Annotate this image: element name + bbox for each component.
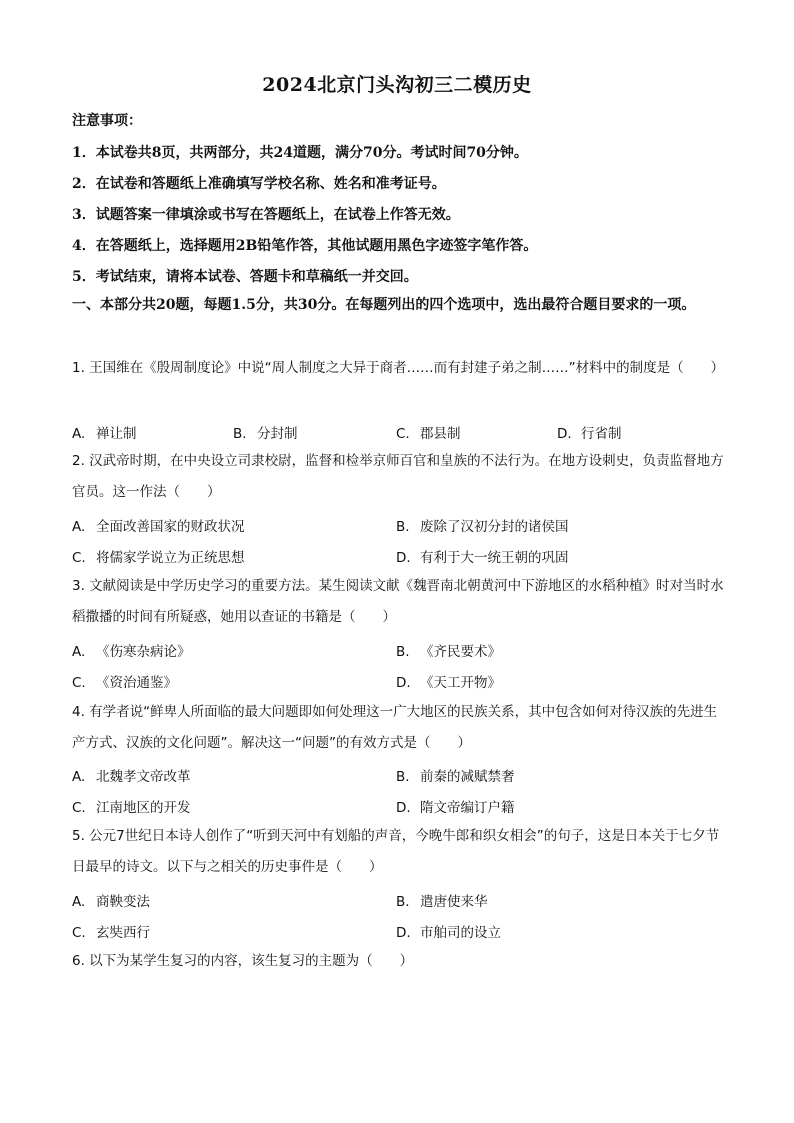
option-b[interactable]: B. 《齐民要术》: [396, 644, 501, 660]
option-d[interactable]: D. 隋文帝编订户籍: [396, 800, 515, 816]
option-c[interactable]: C. 郡县制: [396, 426, 461, 442]
option-d[interactable]: D. 《天工开物》: [396, 675, 501, 691]
notice-item: 2．在试卷和答题纸上准确填写学校名称、姓名和准考证号。: [72, 176, 446, 192]
option-d[interactable]: D. 有利于大一统王朝的巩固: [396, 550, 569, 566]
question-stem: 2. 汉武帝时期，在中央设立司隶校尉，监督和检举京师百官和皇族的不法行为。在地方设刺史，负责监督地方官员。这一作法（ ）: [72, 453, 724, 500]
option-a[interactable]: A. 全面改善国家的财政状况: [72, 519, 245, 535]
notice-item: 4．在答题纸上，选择题用2B铅笔作答，其他试题用黑色字迹签字笔作答。: [72, 238, 538, 254]
question-stem: 3. 文献阅读是中学历史学习的重要方法。某生阅读文献《魏晋南北朝黄河中下游地区的水稻种植》时对当时水稻撒播的时间有所疑惑，她用以查证的书籍是（ ）: [72, 578, 724, 625]
option-a[interactable]: A. 禅让制: [72, 426, 137, 442]
option-b[interactable]: B. 分封制: [233, 426, 298, 442]
question-stem: 5. 公元7世纪日本诗人创作了“听到天河中有划船的声音，今晚牛郎和织女相会”的句子，这是日本关于七夕节日最早的诗文。以下与之相关的历史事件是（ ）: [72, 828, 720, 875]
option-c[interactable]: C. 江南地区的开发: [72, 800, 191, 816]
page-title: 2024北京门头沟初三二模历史: [262, 74, 532, 96]
section-heading: 一、本部分共20题，每题1.5分，共30分。在每题列出的四个选项中，选出最符合题目要求的一项。: [72, 297, 696, 313]
notice-item: 1．本试卷共8页，共两部分，共24道题，满分70分。考试时间70分钟。: [72, 145, 528, 161]
question-stem: 4. 有学者说“鲜卑人所面临的最大问题即如何处理这一广大地区的民族关系，其中包含如何对待汉族的先进生产方式、汉族的文化问题”。解决这一“问题”的有效方式是（ ）: [72, 704, 718, 751]
option-c[interactable]: C. 玄奘西行: [72, 925, 150, 941]
option-b[interactable]: B. 废除了汉初分封的诸侯国: [396, 519, 569, 535]
option-c[interactable]: C. 《资治通鉴》: [72, 675, 177, 691]
notice-item: 5．考试结束，请将本试卷、答题卡和草稿纸一并交回。: [72, 269, 418, 285]
option-b[interactable]: B. 遣唐使来华: [396, 894, 488, 910]
question-stem: 6. 以下为某学生复习的内容，该生复习的主题为（ ）: [72, 953, 414, 969]
option-a[interactable]: A. 《伤寒杂病论》: [72, 644, 191, 660]
notice-heading: 注意事项：: [72, 113, 142, 129]
option-a[interactable]: A. 北魏孝文帝改革: [72, 769, 191, 785]
notice-item: 3．试题答案一律填涂或书写在答题纸上，在试卷上作答无效。: [72, 207, 460, 223]
question-stem: 1. 王国维在《殷周制度论》中说“周人制度之大异于商者……而有封建子弟之制……”材料中的制度是（ ）: [72, 360, 725, 376]
option-c[interactable]: C. 将儒家学说立为正统思想: [72, 550, 245, 566]
option-b[interactable]: B. 前秦的减赋禁奢: [396, 769, 515, 785]
option-a[interactable]: A. 商鞅变法: [72, 894, 150, 910]
option-d[interactable]: D. 市舶司的设立: [396, 925, 501, 941]
option-d[interactable]: D. 行省制: [557, 426, 622, 442]
